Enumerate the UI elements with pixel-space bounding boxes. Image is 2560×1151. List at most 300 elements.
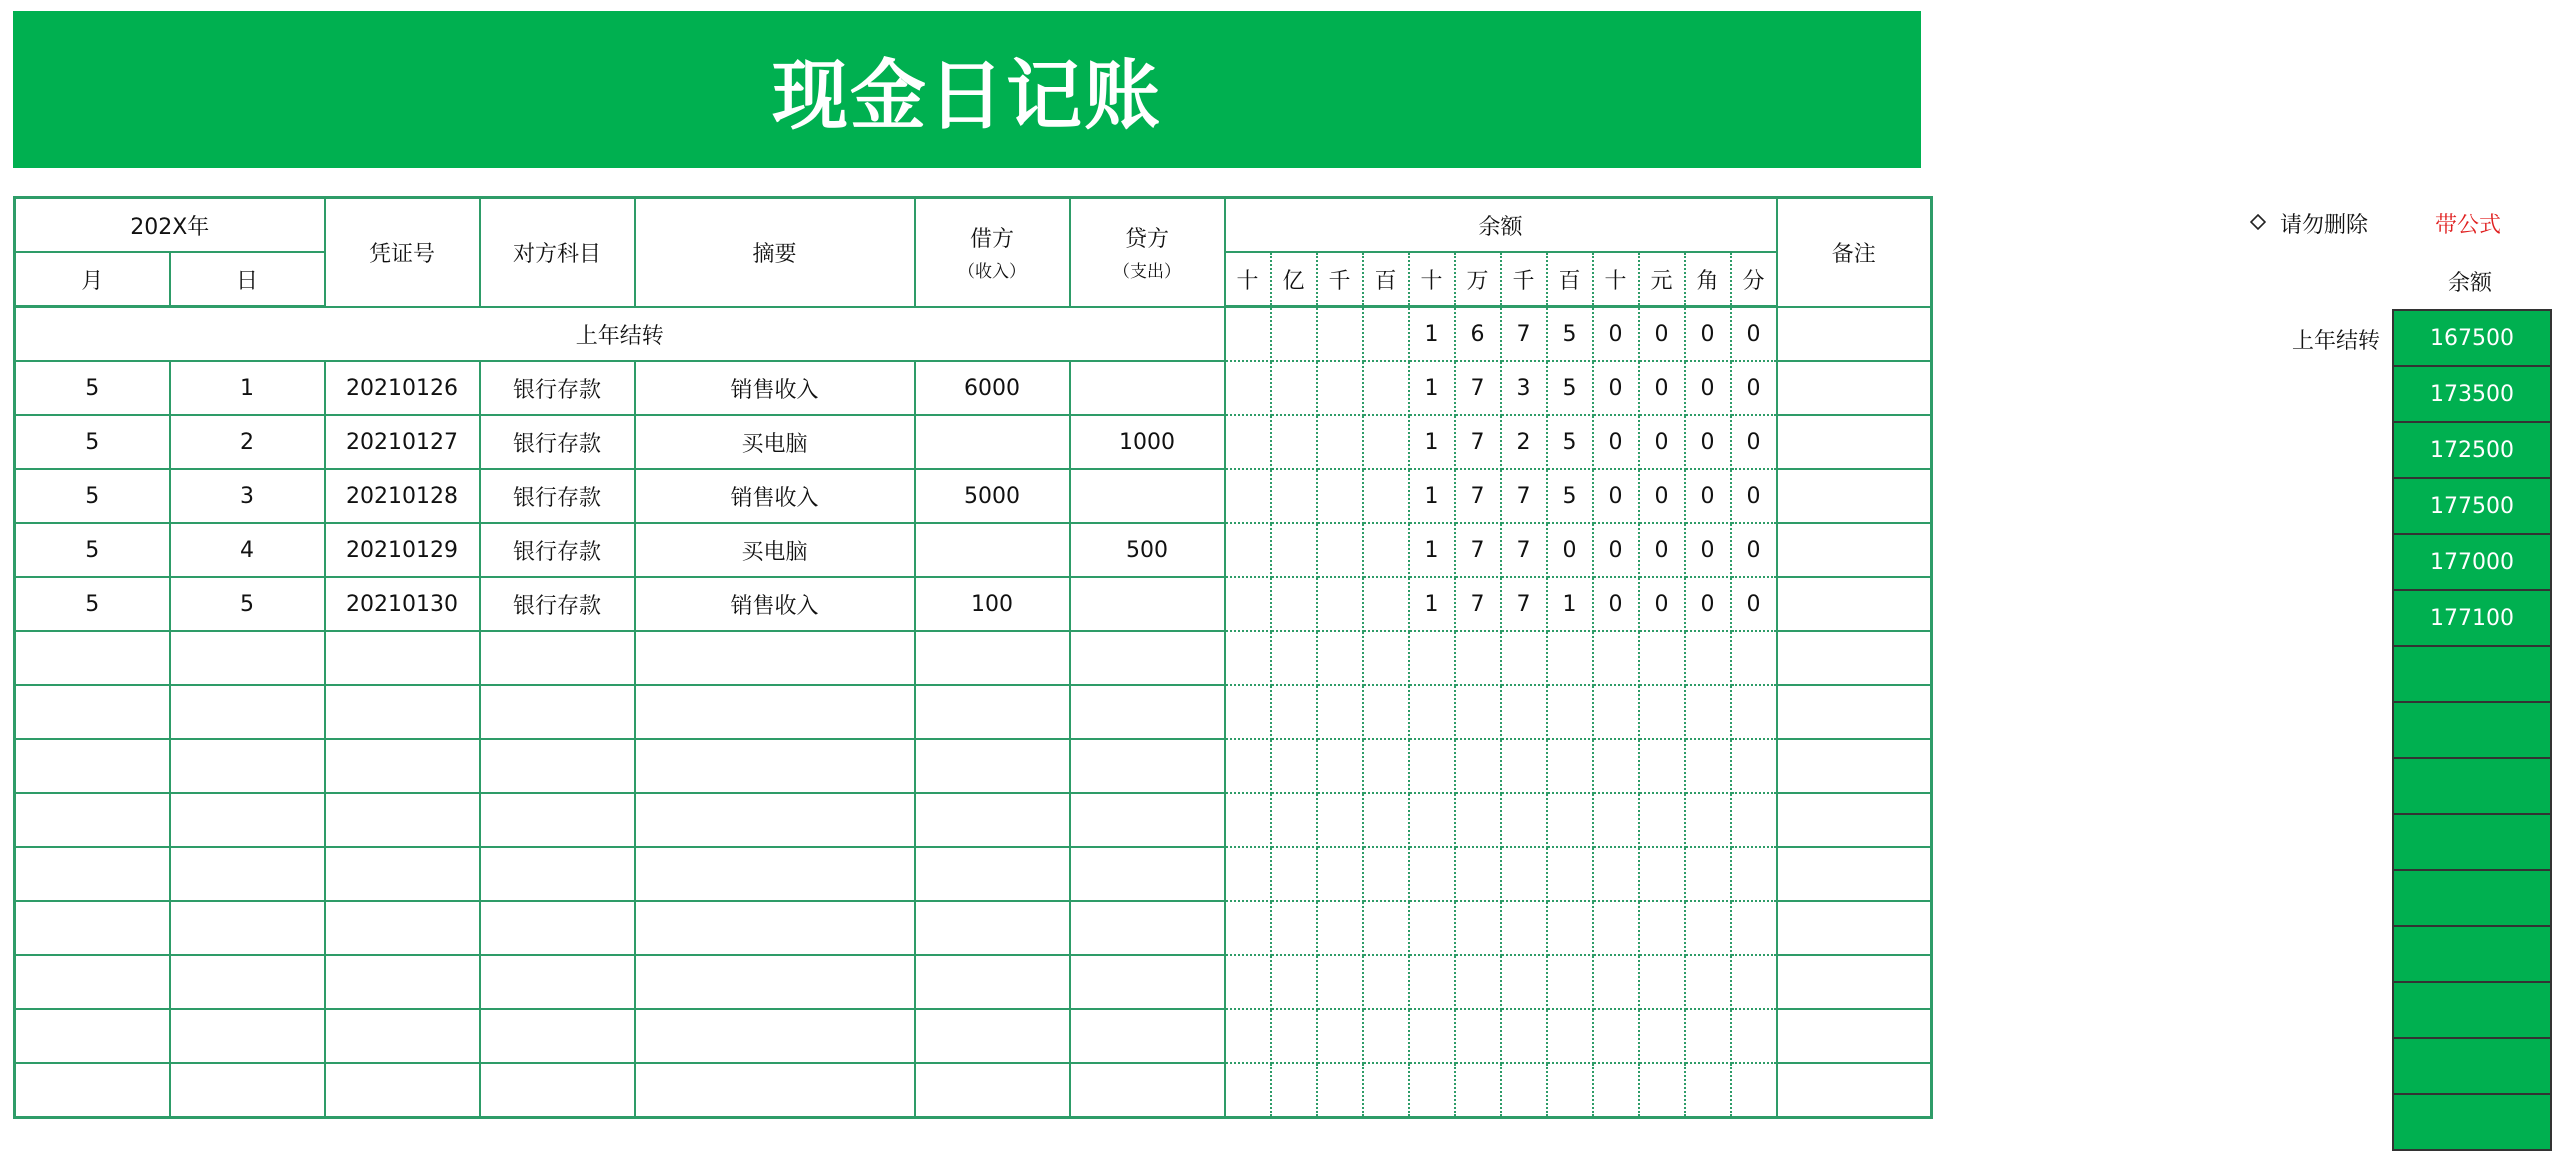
side-balance-cell[interactable]: 173500 bbox=[2394, 367, 2550, 423]
debit-cell[interactable] bbox=[915, 1063, 1070, 1118]
debit-cell[interactable] bbox=[915, 955, 1070, 1009]
balance-digit-cell[interactable] bbox=[1225, 469, 1271, 523]
balance-digit-cell[interactable]: 7 bbox=[1455, 469, 1501, 523]
voucher-cell[interactable] bbox=[325, 955, 480, 1009]
note-cell[interactable] bbox=[1777, 1063, 1932, 1118]
credit-cell[interactable] bbox=[1070, 577, 1225, 631]
side-balance-cell[interactable]: 177100 bbox=[2394, 591, 2550, 647]
debit-cell[interactable]: 100 bbox=[915, 577, 1070, 631]
balance-digit-cell[interactable]: 0 bbox=[1639, 577, 1685, 631]
balance-digit-cell[interactable]: 0 bbox=[1731, 415, 1777, 469]
month-cell[interactable] bbox=[15, 793, 170, 847]
balance-digit-cell[interactable] bbox=[1593, 955, 1639, 1009]
voucher-cell[interactable] bbox=[325, 739, 480, 793]
voucher-cell[interactable]: 20210127 bbox=[325, 415, 480, 469]
account-cell[interactable]: 银行存款 bbox=[480, 361, 635, 415]
account-cell[interactable]: 银行存款 bbox=[480, 469, 635, 523]
note-cell[interactable] bbox=[1777, 361, 1932, 415]
balance-digit-cell[interactable] bbox=[1363, 415, 1409, 469]
side-balance-cell[interactable] bbox=[2394, 1095, 2550, 1151]
balance-digit-cell[interactable] bbox=[1271, 469, 1317, 523]
balance-digit-cell[interactable] bbox=[1547, 847, 1593, 901]
day-cell[interactable]: 1 bbox=[170, 361, 325, 415]
balance-digit-cell[interactable] bbox=[1363, 469, 1409, 523]
month-cell[interactable]: 5 bbox=[15, 415, 170, 469]
balance-digit-cell[interactable] bbox=[1731, 955, 1777, 1009]
day-cell[interactable] bbox=[170, 685, 325, 739]
balance-digit-cell[interactable]: 1 bbox=[1409, 415, 1455, 469]
voucher-cell[interactable] bbox=[325, 1009, 480, 1063]
balance-digit-cell[interactable]: 0 bbox=[1593, 361, 1639, 415]
summary-cell[interactable] bbox=[635, 847, 915, 901]
month-cell[interactable]: 5 bbox=[15, 361, 170, 415]
credit-cell[interactable] bbox=[1070, 793, 1225, 847]
balance-digit-cell[interactable] bbox=[1639, 847, 1685, 901]
balance-digit-cell[interactable] bbox=[1317, 847, 1363, 901]
balance-digit-cell[interactable] bbox=[1685, 901, 1731, 955]
credit-cell[interactable] bbox=[1070, 361, 1225, 415]
account-cell[interactable] bbox=[480, 901, 635, 955]
balance-digit-cell[interactable] bbox=[1225, 1063, 1271, 1118]
balance-digit-cell[interactable]: 7 bbox=[1501, 469, 1547, 523]
credit-cell[interactable] bbox=[1070, 631, 1225, 685]
balance-digit-cell[interactable]: 7 bbox=[1501, 577, 1547, 631]
month-cell[interactable]: 5 bbox=[15, 469, 170, 523]
debit-cell[interactable] bbox=[915, 847, 1070, 901]
balance-digit-cell[interactable] bbox=[1225, 577, 1271, 631]
balance-digit-cell[interactable] bbox=[1271, 847, 1317, 901]
balance-digit-cell[interactable] bbox=[1731, 1009, 1777, 1063]
summary-cell[interactable] bbox=[635, 1063, 915, 1118]
balance-digit-cell[interactable]: 7 bbox=[1501, 307, 1547, 362]
summary-cell[interactable]: 买电脑 bbox=[635, 415, 915, 469]
balance-digit-cell[interactable] bbox=[1225, 523, 1271, 577]
note-cell[interactable] bbox=[1777, 469, 1932, 523]
voucher-cell[interactable] bbox=[325, 1063, 480, 1118]
balance-digit-cell[interactable] bbox=[1409, 685, 1455, 739]
balance-digit-cell[interactable] bbox=[1685, 847, 1731, 901]
balance-digit-cell[interactable] bbox=[1593, 631, 1639, 685]
credit-cell[interactable]: 500 bbox=[1070, 523, 1225, 577]
month-cell[interactable] bbox=[15, 631, 170, 685]
summary-cell[interactable]: 销售收入 bbox=[635, 469, 915, 523]
summary-cell[interactable] bbox=[635, 901, 915, 955]
balance-digit-cell[interactable] bbox=[1547, 901, 1593, 955]
balance-digit-cell[interactable] bbox=[1363, 955, 1409, 1009]
account-cell[interactable]: 银行存款 bbox=[480, 577, 635, 631]
balance-digit-cell[interactable] bbox=[1593, 901, 1639, 955]
side-balance-cell[interactable] bbox=[2394, 871, 2550, 927]
side-balance-cell[interactable] bbox=[2394, 647, 2550, 703]
credit-cell[interactable] bbox=[1070, 901, 1225, 955]
balance-digit-cell[interactable] bbox=[1685, 955, 1731, 1009]
balance-digit-cell[interactable] bbox=[1271, 685, 1317, 739]
account-cell[interactable]: 银行存款 bbox=[480, 523, 635, 577]
summary-cell[interactable] bbox=[635, 631, 915, 685]
balance-digit-cell[interactable] bbox=[1501, 685, 1547, 739]
balance-digit-cell[interactable] bbox=[1685, 1009, 1731, 1063]
balance-digit-cell[interactable] bbox=[1271, 361, 1317, 415]
note-cell[interactable] bbox=[1777, 307, 1932, 362]
balance-digit-cell[interactable] bbox=[1455, 901, 1501, 955]
balance-digit-cell[interactable]: 7 bbox=[1455, 361, 1501, 415]
balance-digit-cell[interactable]: 1 bbox=[1409, 577, 1455, 631]
summary-cell[interactable] bbox=[635, 793, 915, 847]
debit-cell[interactable] bbox=[915, 415, 1070, 469]
balance-digit-cell[interactable]: 7 bbox=[1455, 523, 1501, 577]
voucher-cell[interactable] bbox=[325, 901, 480, 955]
note-cell[interactable] bbox=[1777, 1009, 1932, 1063]
month-cell[interactable] bbox=[15, 901, 170, 955]
day-cell[interactable] bbox=[170, 739, 325, 793]
balance-digit-cell[interactable]: 0 bbox=[1639, 415, 1685, 469]
balance-digit-cell[interactable] bbox=[1225, 793, 1271, 847]
balance-digit-cell[interactable] bbox=[1409, 739, 1455, 793]
note-cell[interactable] bbox=[1777, 415, 1932, 469]
balance-digit-cell[interactable] bbox=[1271, 955, 1317, 1009]
note-cell[interactable] bbox=[1777, 901, 1932, 955]
balance-digit-cell[interactable] bbox=[1271, 523, 1317, 577]
debit-cell[interactable] bbox=[915, 739, 1070, 793]
balance-digit-cell[interactable] bbox=[1225, 1009, 1271, 1063]
balance-digit-cell[interactable] bbox=[1271, 1063, 1317, 1118]
balance-digit-cell[interactable] bbox=[1317, 1063, 1363, 1118]
balance-digit-cell[interactable]: 0 bbox=[1593, 415, 1639, 469]
balance-digit-cell[interactable]: 0 bbox=[1731, 361, 1777, 415]
side-balance-cell[interactable]: 177500 bbox=[2394, 479, 2550, 535]
balance-digit-cell[interactable]: 3 bbox=[1501, 361, 1547, 415]
balance-digit-cell[interactable] bbox=[1685, 1063, 1731, 1118]
balance-digit-cell[interactable]: 1 bbox=[1547, 577, 1593, 631]
balance-digit-cell[interactable] bbox=[1271, 793, 1317, 847]
balance-digit-cell[interactable] bbox=[1501, 631, 1547, 685]
balance-digit-cell[interactable] bbox=[1731, 685, 1777, 739]
balance-digit-cell[interactable] bbox=[1225, 631, 1271, 685]
balance-digit-cell[interactable]: 1 bbox=[1409, 523, 1455, 577]
side-balance-cell[interactable] bbox=[2394, 703, 2550, 759]
balance-digit-cell[interactable] bbox=[1363, 523, 1409, 577]
balance-digit-cell[interactable]: 0 bbox=[1685, 469, 1731, 523]
side-balance-cell[interactable]: 177000 bbox=[2394, 535, 2550, 591]
balance-digit-cell[interactable] bbox=[1593, 739, 1639, 793]
balance-digit-cell[interactable] bbox=[1271, 901, 1317, 955]
voucher-cell[interactable] bbox=[325, 847, 480, 901]
balance-digit-cell[interactable] bbox=[1731, 739, 1777, 793]
balance-digit-cell[interactable]: 7 bbox=[1455, 415, 1501, 469]
balance-digit-cell[interactable] bbox=[1547, 631, 1593, 685]
credit-cell[interactable] bbox=[1070, 685, 1225, 739]
balance-digit-cell[interactable]: 7 bbox=[1455, 577, 1501, 631]
account-cell[interactable] bbox=[480, 739, 635, 793]
debit-cell[interactable]: 6000 bbox=[915, 361, 1070, 415]
balance-digit-cell[interactable]: 2 bbox=[1501, 415, 1547, 469]
balance-digit-cell[interactable]: 0 bbox=[1731, 307, 1777, 362]
side-balance-cell[interactable]: 167500 bbox=[2394, 309, 2550, 367]
credit-cell[interactable]: 1000 bbox=[1070, 415, 1225, 469]
balance-digit-cell[interactable]: 0 bbox=[1639, 523, 1685, 577]
balance-digit-cell[interactable]: 5 bbox=[1547, 307, 1593, 362]
day-cell[interactable] bbox=[170, 1009, 325, 1063]
debit-cell[interactable] bbox=[915, 901, 1070, 955]
balance-digit-cell[interactable]: 7 bbox=[1501, 523, 1547, 577]
balance-digit-cell[interactable] bbox=[1271, 631, 1317, 685]
balance-digit-cell[interactable] bbox=[1639, 631, 1685, 685]
balance-digit-cell[interactable] bbox=[1685, 685, 1731, 739]
balance-digit-cell[interactable] bbox=[1317, 793, 1363, 847]
note-cell[interactable] bbox=[1777, 577, 1932, 631]
summary-cell[interactable]: 买电脑 bbox=[635, 523, 915, 577]
balance-digit-cell[interactable] bbox=[1455, 1009, 1501, 1063]
balance-digit-cell[interactable] bbox=[1455, 631, 1501, 685]
balance-digit-cell[interactable] bbox=[1363, 901, 1409, 955]
balance-digit-cell[interactable]: 1 bbox=[1409, 307, 1455, 362]
note-cell[interactable] bbox=[1777, 685, 1932, 739]
month-cell[interactable] bbox=[15, 955, 170, 1009]
credit-cell[interactable] bbox=[1070, 847, 1225, 901]
month-cell[interactable] bbox=[15, 1063, 170, 1118]
balance-digit-cell[interactable] bbox=[1685, 793, 1731, 847]
summary-cell[interactable]: 销售收入 bbox=[635, 577, 915, 631]
balance-digit-cell[interactable]: 0 bbox=[1685, 577, 1731, 631]
balance-digit-cell[interactable] bbox=[1317, 469, 1363, 523]
month-cell[interactable] bbox=[15, 685, 170, 739]
account-cell[interactable]: 银行存款 bbox=[480, 415, 635, 469]
balance-digit-cell[interactable] bbox=[1455, 685, 1501, 739]
voucher-cell[interactable]: 20210128 bbox=[325, 469, 480, 523]
day-cell[interactable]: 5 bbox=[170, 577, 325, 631]
balance-digit-cell[interactable]: 0 bbox=[1731, 577, 1777, 631]
note-cell[interactable] bbox=[1777, 739, 1932, 793]
note-cell[interactable] bbox=[1777, 631, 1932, 685]
day-cell[interactable]: 2 bbox=[170, 415, 325, 469]
day-cell[interactable] bbox=[170, 847, 325, 901]
balance-digit-cell[interactable]: 6 bbox=[1455, 307, 1501, 362]
balance-digit-cell[interactable] bbox=[1685, 739, 1731, 793]
balance-digit-cell[interactable]: 0 bbox=[1593, 469, 1639, 523]
account-cell[interactable] bbox=[480, 631, 635, 685]
summary-cell[interactable] bbox=[635, 1009, 915, 1063]
balance-digit-cell[interactable] bbox=[1271, 415, 1317, 469]
balance-digit-cell[interactable] bbox=[1639, 685, 1685, 739]
balance-digit-cell[interactable]: 0 bbox=[1593, 577, 1639, 631]
account-cell[interactable] bbox=[480, 793, 635, 847]
balance-digit-cell[interactable] bbox=[1501, 955, 1547, 1009]
balance-digit-cell[interactable] bbox=[1639, 1063, 1685, 1118]
voucher-cell[interactable]: 20210129 bbox=[325, 523, 480, 577]
balance-digit-cell[interactable]: 0 bbox=[1731, 469, 1777, 523]
note-cell[interactable] bbox=[1777, 793, 1932, 847]
month-cell[interactable]: 5 bbox=[15, 523, 170, 577]
balance-digit-cell[interactable] bbox=[1409, 847, 1455, 901]
balance-digit-cell[interactable]: 5 bbox=[1547, 361, 1593, 415]
balance-digit-cell[interactable] bbox=[1409, 955, 1455, 1009]
credit-cell[interactable] bbox=[1070, 469, 1225, 523]
balance-digit-cell[interactable] bbox=[1225, 739, 1271, 793]
month-cell[interactable] bbox=[15, 1009, 170, 1063]
account-cell[interactable] bbox=[480, 685, 635, 739]
voucher-cell[interactable]: 20210126 bbox=[325, 361, 480, 415]
balance-digit-cell[interactable] bbox=[1639, 739, 1685, 793]
balance-digit-cell[interactable] bbox=[1639, 901, 1685, 955]
balance-digit-cell[interactable] bbox=[1593, 1009, 1639, 1063]
balance-digit-cell[interactable]: 0 bbox=[1547, 523, 1593, 577]
balance-digit-cell[interactable] bbox=[1455, 1063, 1501, 1118]
balance-digit-cell[interactable]: 0 bbox=[1639, 361, 1685, 415]
day-cell[interactable] bbox=[170, 1063, 325, 1118]
balance-digit-cell[interactable] bbox=[1501, 1063, 1547, 1118]
side-balance-cell[interactable] bbox=[2394, 1039, 2550, 1095]
carry-forward-label[interactable]: 上年结转 bbox=[15, 307, 1225, 362]
balance-digit-cell[interactable] bbox=[1317, 901, 1363, 955]
balance-digit-cell[interactable] bbox=[1363, 577, 1409, 631]
balance-digit-cell[interactable] bbox=[1455, 793, 1501, 847]
balance-digit-cell[interactable] bbox=[1363, 1063, 1409, 1118]
debit-cell[interactable] bbox=[915, 793, 1070, 847]
balance-digit-cell[interactable] bbox=[1317, 955, 1363, 1009]
voucher-cell[interactable] bbox=[325, 631, 480, 685]
credit-cell[interactable] bbox=[1070, 1009, 1225, 1063]
balance-digit-cell[interactable] bbox=[1501, 901, 1547, 955]
balance-digit-cell[interactable] bbox=[1639, 1009, 1685, 1063]
month-cell[interactable]: 5 bbox=[15, 577, 170, 631]
balance-digit-cell[interactable] bbox=[1409, 631, 1455, 685]
balance-digit-cell[interactable] bbox=[1455, 955, 1501, 1009]
balance-digit-cell[interactable]: 0 bbox=[1685, 361, 1731, 415]
side-balance-cell[interactable] bbox=[2394, 759, 2550, 815]
balance-digit-cell[interactable] bbox=[1593, 1063, 1639, 1118]
balance-digit-cell[interactable] bbox=[1363, 1009, 1409, 1063]
balance-digit-cell[interactable] bbox=[1593, 793, 1639, 847]
balance-digit-cell[interactable] bbox=[1317, 685, 1363, 739]
day-cell[interactable] bbox=[170, 793, 325, 847]
voucher-cell[interactable]: 20210130 bbox=[325, 577, 480, 631]
account-cell[interactable] bbox=[480, 955, 635, 1009]
note-cell[interactable] bbox=[1777, 847, 1932, 901]
note-cell[interactable] bbox=[1777, 955, 1932, 1009]
balance-digit-cell[interactable] bbox=[1317, 523, 1363, 577]
account-cell[interactable] bbox=[480, 1063, 635, 1118]
balance-digit-cell[interactable] bbox=[1225, 361, 1271, 415]
month-cell[interactable] bbox=[15, 847, 170, 901]
balance-digit-cell[interactable] bbox=[1225, 307, 1271, 362]
day-cell[interactable] bbox=[170, 631, 325, 685]
balance-digit-cell[interactable] bbox=[1317, 415, 1363, 469]
balance-digit-cell[interactable] bbox=[1547, 955, 1593, 1009]
balance-digit-cell[interactable]: 0 bbox=[1593, 523, 1639, 577]
balance-digit-cell[interactable] bbox=[1225, 901, 1271, 955]
balance-digit-cell[interactable] bbox=[1363, 361, 1409, 415]
balance-digit-cell[interactable] bbox=[1409, 793, 1455, 847]
balance-digit-cell[interactable] bbox=[1685, 631, 1731, 685]
balance-digit-cell[interactable] bbox=[1731, 847, 1777, 901]
balance-digit-cell[interactable] bbox=[1271, 577, 1317, 631]
summary-cell[interactable]: 销售收入 bbox=[635, 361, 915, 415]
credit-cell[interactable] bbox=[1070, 955, 1225, 1009]
debit-cell[interactable]: 5000 bbox=[915, 469, 1070, 523]
balance-digit-cell[interactable] bbox=[1593, 685, 1639, 739]
balance-digit-cell[interactable] bbox=[1547, 1063, 1593, 1118]
side-balance-cell[interactable] bbox=[2394, 815, 2550, 871]
note-cell[interactable] bbox=[1777, 523, 1932, 577]
balance-digit-cell[interactable]: 0 bbox=[1685, 307, 1731, 362]
day-cell[interactable] bbox=[170, 901, 325, 955]
balance-digit-cell[interactable] bbox=[1731, 901, 1777, 955]
account-cell[interactable] bbox=[480, 1009, 635, 1063]
balance-digit-cell[interactable] bbox=[1593, 847, 1639, 901]
summary-cell[interactable] bbox=[635, 685, 915, 739]
balance-digit-cell[interactable] bbox=[1547, 739, 1593, 793]
balance-digit-cell[interactable] bbox=[1317, 739, 1363, 793]
balance-digit-cell[interactable] bbox=[1409, 1009, 1455, 1063]
debit-cell[interactable] bbox=[915, 685, 1070, 739]
balance-digit-cell[interactable] bbox=[1731, 631, 1777, 685]
balance-digit-cell[interactable]: 0 bbox=[1685, 415, 1731, 469]
balance-digit-cell[interactable] bbox=[1363, 307, 1409, 362]
balance-digit-cell[interactable]: 0 bbox=[1685, 523, 1731, 577]
balance-digit-cell[interactable]: 0 bbox=[1731, 523, 1777, 577]
balance-digit-cell[interactable] bbox=[1271, 307, 1317, 362]
balance-digit-cell[interactable]: 0 bbox=[1593, 307, 1639, 362]
balance-digit-cell[interactable] bbox=[1455, 847, 1501, 901]
balance-digit-cell[interactable] bbox=[1225, 685, 1271, 739]
debit-cell[interactable] bbox=[915, 1009, 1070, 1063]
balance-digit-cell[interactable] bbox=[1317, 307, 1363, 362]
balance-digit-cell[interactable]: 1 bbox=[1409, 469, 1455, 523]
balance-digit-cell[interactable] bbox=[1409, 901, 1455, 955]
balance-digit-cell[interactable] bbox=[1501, 847, 1547, 901]
balance-digit-cell[interactable] bbox=[1363, 793, 1409, 847]
debit-cell[interactable] bbox=[915, 631, 1070, 685]
balance-digit-cell[interactable] bbox=[1547, 1009, 1593, 1063]
voucher-cell[interactable] bbox=[325, 685, 480, 739]
balance-digit-cell[interactable] bbox=[1731, 1063, 1777, 1118]
side-balance-cell[interactable]: 172500 bbox=[2394, 423, 2550, 479]
balance-digit-cell[interactable] bbox=[1271, 1009, 1317, 1063]
day-cell[interactable] bbox=[170, 955, 325, 1009]
balance-digit-cell[interactable] bbox=[1271, 739, 1317, 793]
balance-digit-cell[interactable]: 0 bbox=[1639, 469, 1685, 523]
balance-digit-cell[interactable] bbox=[1409, 1063, 1455, 1118]
day-cell[interactable]: 3 bbox=[170, 469, 325, 523]
day-cell[interactable]: 4 bbox=[170, 523, 325, 577]
balance-digit-cell[interactable] bbox=[1363, 631, 1409, 685]
balance-digit-cell[interactable] bbox=[1317, 577, 1363, 631]
balance-digit-cell[interactable] bbox=[1363, 685, 1409, 739]
balance-digit-cell[interactable] bbox=[1501, 793, 1547, 847]
balance-digit-cell[interactable] bbox=[1731, 793, 1777, 847]
account-cell[interactable] bbox=[480, 847, 635, 901]
balance-digit-cell[interactable] bbox=[1363, 847, 1409, 901]
balance-digit-cell[interactable]: 5 bbox=[1547, 415, 1593, 469]
debit-cell[interactable] bbox=[915, 523, 1070, 577]
balance-digit-cell[interactable] bbox=[1363, 739, 1409, 793]
voucher-cell[interactable] bbox=[325, 793, 480, 847]
side-balance-cell[interactable] bbox=[2394, 983, 2550, 1039]
month-cell[interactable] bbox=[15, 739, 170, 793]
balance-digit-cell[interactable] bbox=[1225, 847, 1271, 901]
credit-cell[interactable] bbox=[1070, 739, 1225, 793]
balance-digit-cell[interactable]: 5 bbox=[1547, 469, 1593, 523]
balance-digit-cell[interactable]: 0 bbox=[1639, 307, 1685, 362]
summary-cell[interactable] bbox=[635, 739, 915, 793]
credit-cell[interactable] bbox=[1070, 1063, 1225, 1118]
balance-digit-cell[interactable] bbox=[1501, 1009, 1547, 1063]
balance-digit-cell[interactable] bbox=[1639, 793, 1685, 847]
summary-cell[interactable] bbox=[635, 955, 915, 1009]
balance-digit-cell[interactable]: 1 bbox=[1409, 361, 1455, 415]
balance-digit-cell[interactable] bbox=[1639, 955, 1685, 1009]
balance-digit-cell[interactable] bbox=[1547, 793, 1593, 847]
